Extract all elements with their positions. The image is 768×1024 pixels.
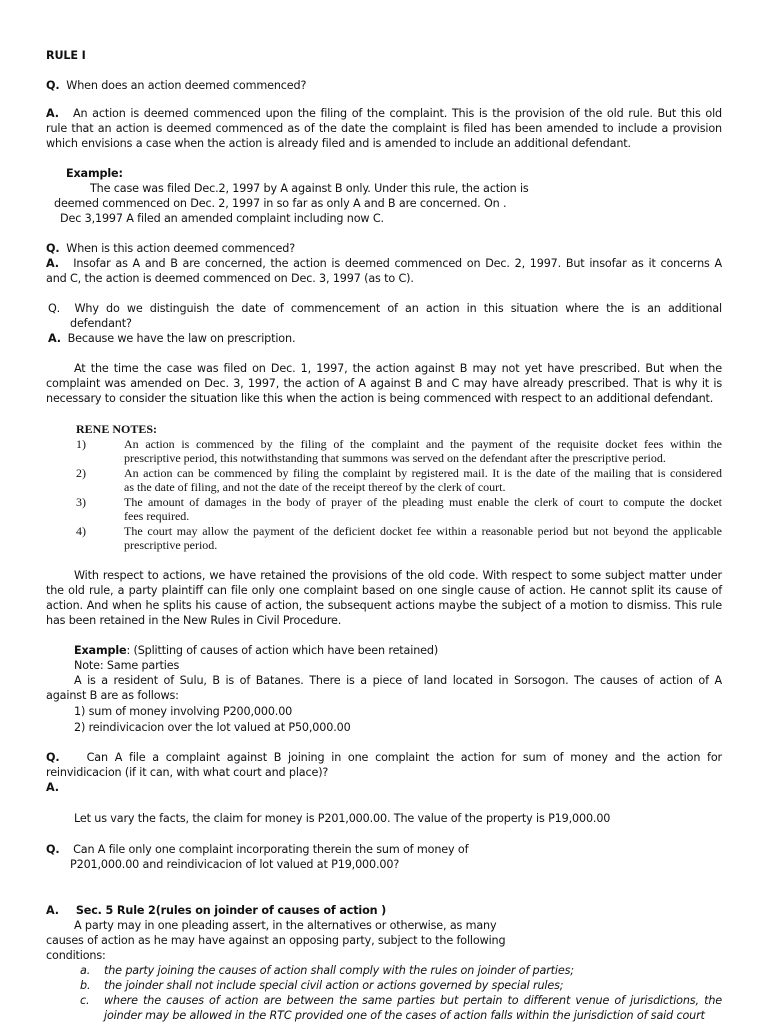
answer-5-line-2: causes of action as he may have against an opposing party, subject to the following <box>46 934 506 947</box>
example-1-line-3: Dec 3,1997 A filed an amended complaint including now C. <box>60 212 384 225</box>
condition-c-line-1: where the causes of action are between the same parties but pertain to different venue of jurisdictions, the <box>104 994 722 1007</box>
answer-2-line-1: A. Insofar as A and B are concerned, the action is deemed commenced on Dec. 2, 1997. But insofar as it concerns A <box>46 257 722 270</box>
question-5-line-2: P201,000.00 and reindivicacion of lot valued at P19,000.00? <box>70 858 400 871</box>
example-heading: Example: <box>66 167 123 180</box>
note-4-line-2: prescriptive period. <box>124 538 218 552</box>
paragraph-1-line-3: necessary to consider the situation like this when the action is being commenced with respect to an additional defendant. <box>46 392 714 405</box>
question-4-line-1: Q. Can A file a complaint against B joining in one complaint the action for sum of money and the action for <box>46 751 722 764</box>
note-2-line-2: as the date of filing, and not the date of the receipt thereof by the clerk of court. <box>124 480 506 494</box>
question-3-line-1: Q. Why do we distinguish the date of commencement of an action in this situation where the is an additional <box>48 302 723 315</box>
paragraph-2-line-4: has been retained in the New Rules in Civil Procedure. <box>46 614 342 627</box>
question-3-line-2: defendant? <box>70 317 132 330</box>
condition-c-line-2: joinder may be allowed in the RTC provided one of the cases of action falls within the jurisdiction of said court <box>104 1009 705 1022</box>
rule-title: RULE I <box>46 49 86 62</box>
answer-label: A. <box>46 107 59 120</box>
paragraph-1-line-1: At the time the case was filed on Dec. 1, 1997, the action against B may not yet have prescribed. But when the <box>74 362 722 375</box>
example-2-item-1: 1) sum of money involving P200,000.00 <box>74 705 293 718</box>
question-2: Q. When is this action deemed commenced? <box>46 242 296 255</box>
condition-b-text: the joinder shall not include special civil action or actions governed by special rules; <box>104 979 564 992</box>
example-2-note: Note: Same parties <box>74 659 180 672</box>
example-1-line-1: The case was filed Dec.2, 1997 by A against B only. Under this rule, the action is <box>90 182 529 195</box>
example-1-line-2: deemed commenced on Dec. 2, 1997 in so far as only A and B are concerned. On . <box>54 197 507 210</box>
example-2-heading: Example: (Splitting of causes of action which have been retained) <box>74 644 439 657</box>
note-1-line-1: An action is commenced by the filing of the complaint and the payment of the requisite docket fees within the <box>124 437 722 451</box>
condition-letter: c. <box>80 994 90 1007</box>
note-2-line-1: An action can be commenced by filing the complaint by registered mail. It is the date of the mailing that is considered <box>124 466 722 480</box>
note-number: 2) <box>76 466 86 480</box>
paragraph-2-line-3: action. And when he splits his cause of action, the subsequent actions maybe the subject of a motion to dismiss. This rule <box>46 599 722 612</box>
note-4-line-1: The court may allow the payment of the deficient docket fee within a reasonable period but not beyond the applicable <box>124 524 722 538</box>
paragraph-2-line-1: With respect to actions, we have retained the provisions of the old code. With respect to some subject matter under <box>74 569 722 582</box>
condition-letter: a. <box>80 964 91 977</box>
condition-a-text: the party joining the causes of action shall comply with the rules on joinder of parties; <box>104 964 574 977</box>
example-2-item-2: 2) reindivicacion over the lot valued at P50,000.00 <box>74 721 351 734</box>
question-text: When does an action deemed commenced? <box>66 79 307 92</box>
example-2-line-2: against B are as follows: <box>46 689 179 702</box>
answer-4-label: A. <box>46 781 59 794</box>
question-1 <box>46 78 306 93</box>
paragraph-2-line-2: the old rule, a party plaintiff can file only one complaint based on one single cause of action. He cannot split its cause of <box>46 584 722 597</box>
answer-3: A. Because we have the law on prescription. <box>48 332 296 345</box>
answer-1-line-1: A. An action is deemed commenced upon the filing of the complaint. This is the provision of the old rule. But this old <box>46 107 723 120</box>
answer-5-line-1: A party may in one pleading assert, in the alternatives or otherwise, as many <box>74 919 497 932</box>
paragraph-3: Let us vary the facts, the claim for money is P201,000.00. The value of the property is P19,000.00 <box>74 812 611 825</box>
answer-5-line-3: conditions: <box>46 949 106 962</box>
question-label: Q. <box>46 79 60 92</box>
note-number: 4) <box>76 524 86 538</box>
answer-5-heading: A. Sec. 5 Rule 2(rules on joinder of causes of action ) <box>46 904 387 917</box>
answer-2-line-2: and C, the action is deemed commenced on Dec. 3, 1997 (as to C). <box>46 272 414 285</box>
answer-1-line-3: which envisions a case when the action is already filed and is amended to include an additional defendant. <box>46 137 631 150</box>
question-4-line-2: reinvidicacion (if it can, with what court and place)? <box>46 766 329 779</box>
question-5-line-1: Q. Can A file only one complaint incorporating therein the sum of money of <box>46 843 469 856</box>
rene-notes-heading: RENE NOTES: <box>76 422 158 436</box>
answer-1-line-2: rule that an action is deemed commenced as of the date the complaint is filed has been amended to include a provision <box>46 122 722 135</box>
example-2-line-1: A is a resident of Sulu, B is of Batanes. There is a piece of land located in Sorsogon. The causes of action of A <box>74 674 722 687</box>
note-number: 3) <box>76 495 86 509</box>
paragraph-1-line-2: complaint was amended on Dec. 3, 1997, the action of A against B and C may have already prescribed. That is why it is <box>46 377 722 390</box>
note-1-line-2: prescriptive period, this notwithstanding that summons was served on the defendant after the prescriptive period. <box>124 451 666 465</box>
condition-letter: b. <box>80 979 91 992</box>
note-3-line-2: fees required. <box>124 509 190 523</box>
note-number: 1) <box>76 437 86 451</box>
note-3-line-1: The amount of damages in the body of prayer of the pleading must enable the clerk of court to compute the docket <box>124 495 722 509</box>
